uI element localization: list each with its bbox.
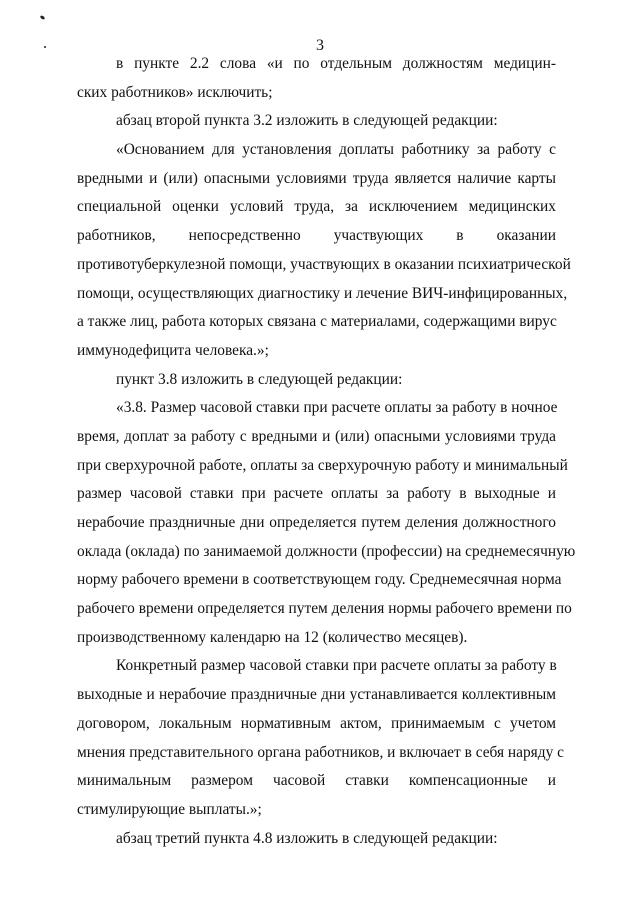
text-line: стимулирующие выплаты.»; (77, 800, 262, 818)
text-line: мнения представительного органа работников, и включает в себя наряду с (77, 743, 564, 761)
text-line: при сверхурочной работе, оплаты за сверхурочную работу и минимальный (77, 456, 568, 474)
text-line: абзац третий пункта 4.8 изложить в следующей редакции: (116, 829, 498, 847)
text-line: выходные и нерабочие праздничные дни устанавливается коллективным (77, 686, 556, 704)
text-line: «3.8. Размер часовой ставки при расчете оплаты за работу в ночное (116, 399, 558, 417)
text-line: в пункте 2.2 слова «и по отдельным должностям медицин- (116, 55, 556, 72)
text-line: специальной оценки условий труда, за исключением медицинских (77, 198, 556, 216)
text-line: норму рабочего времени в соответствующем году. Среднемесячная норма (77, 571, 562, 589)
text-line: ских работников» исключить; (77, 83, 273, 101)
document-body (77, 50, 576, 853)
text-line: иммунодефицита человека.»; (77, 341, 269, 359)
scan-speck (40, 15, 46, 20)
text-line: абзац второй пункта 3.2 изложить в следующей редакции: (116, 112, 498, 130)
text-line: а также лиц, работа которых связана с материалами, содержащими вирус (77, 313, 557, 331)
text-line: работников, непосредственно участвующих в оказании (77, 227, 556, 245)
text-line: время, доплат за работу с вредными и (или) опасными условиями труда (77, 427, 556, 445)
text-line: противотуберкулезной помощи, участвующих в оказании психиатрической (77, 255, 571, 273)
text-line: минимальным размером часовой ставки компенсационные и (77, 772, 556, 790)
text-line: «Основанием для установления доплаты работнику за работу с (116, 141, 556, 159)
text-line: производственному календарю на 12 (количество месяцев). (77, 628, 468, 646)
text-line: договором, локальным нормативным актом, принимаемым с учетом (77, 714, 556, 732)
text-line: Конкретный размер часовой ставки при расчете оплаты за работу в (116, 657, 557, 675)
text-line: оклада (оклада) по занимаемой должности (профессии) на среднемесячную (77, 542, 576, 560)
page-number: 3 (316, 37, 324, 54)
text-line: вредными и (или) опасными условиями труда является наличие карты (77, 169, 556, 187)
text-line: нерабочие праздничные дни определяется путем деления должностного (77, 514, 556, 531)
text-line: размер часовой ставки при расчете оплаты за работу в выходные и (77, 485, 556, 503)
text-line: рабочего времени определяется путем деления нормы рабочего времени по (77, 600, 572, 618)
text-line: пункт 3.8 изложить в следующей редакции: (116, 370, 403, 388)
text-line: помощи, осуществляющих диагностику и лечение ВИЧ-инфицированных, (77, 284, 568, 302)
